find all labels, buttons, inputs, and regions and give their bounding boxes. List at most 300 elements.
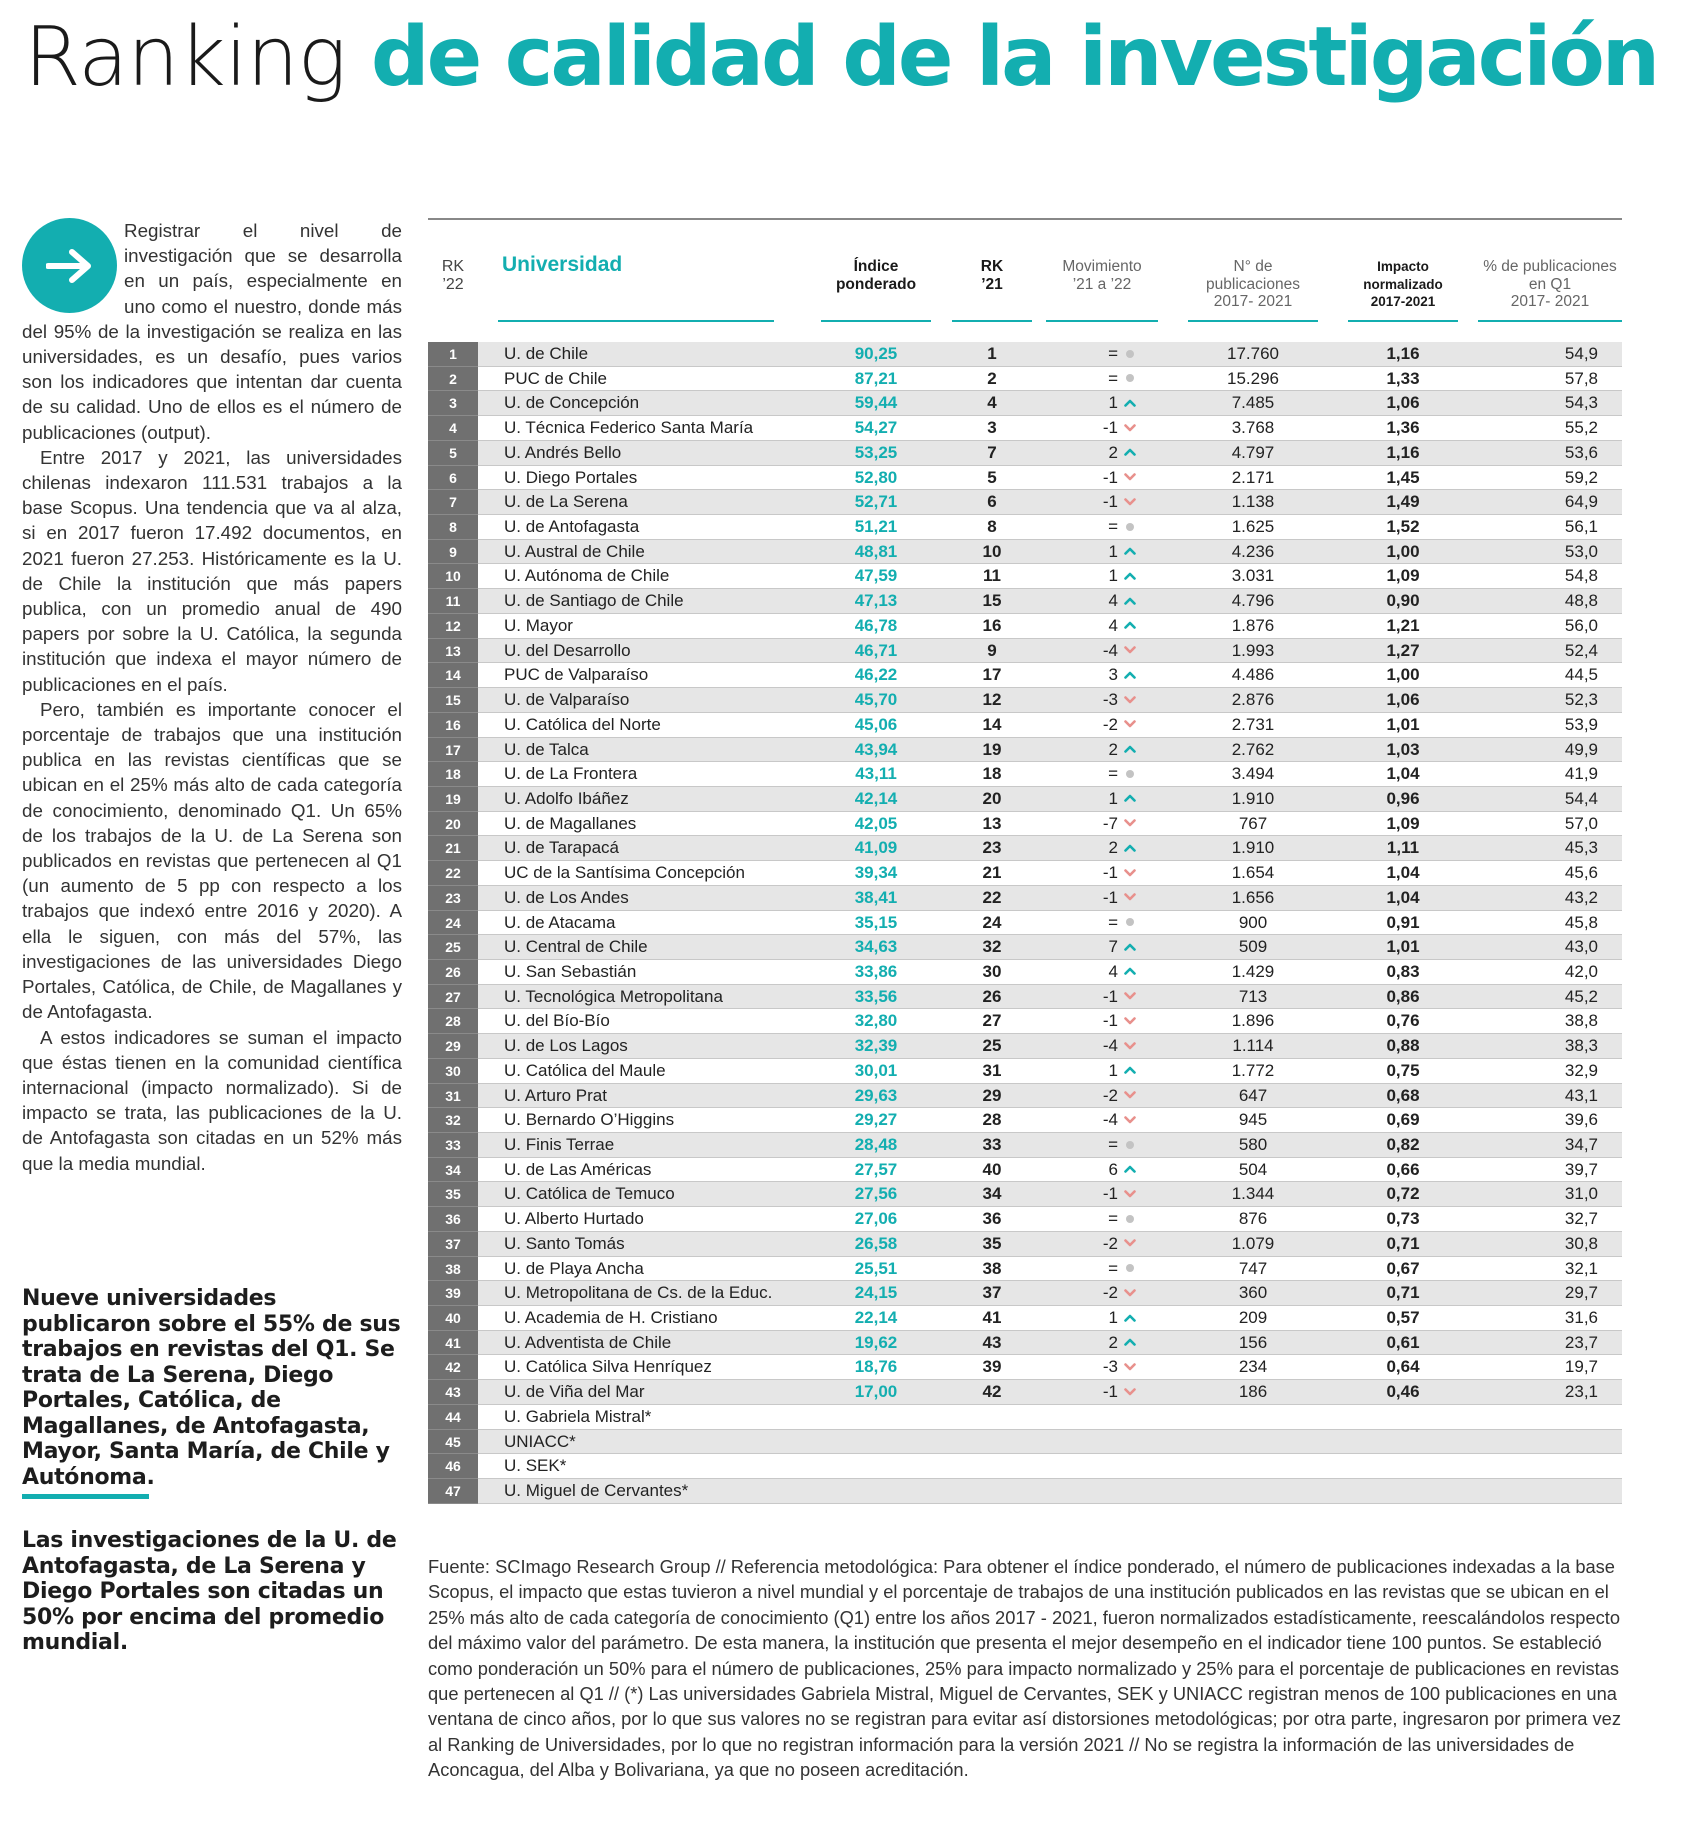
q1-percent: 31,0 [1564, 1184, 1598, 1204]
header-q1-line: % de publicaciones [1483, 258, 1617, 275]
rank-2021: 8 [987, 517, 997, 537]
rank-2021: 27 [982, 1011, 1002, 1031]
university-name: UC de la Santísima Concepción [504, 863, 745, 883]
rank-cell: 19 [428, 787, 478, 812]
table-row [428, 688, 1622, 713]
movement-value: -1 [1102, 887, 1118, 907]
movement-value: -3 [1102, 1357, 1118, 1377]
chevron-down-icon [1120, 1355, 1140, 1380]
chevron-up-icon [1120, 1331, 1140, 1356]
university-name: U. Gabriela Mistral* [504, 1406, 652, 1426]
publications-count: 900 [1238, 912, 1268, 932]
movement-value: 6 [1108, 1159, 1118, 1179]
movement-value: 4 [1108, 591, 1118, 611]
movement-value: 2 [1108, 739, 1118, 759]
intro-paragraph: Entre 2017 y 2021, las universidades chilenas indexaron 111.531 trabajos a la base Scopus. Una tendencia que va al alza, si en 2017 fueron 17.492 documentos, en 2021 fueron 27.253. Históricamente es la U. de Chile la institución que más papers publica, con un promedio anual de 490 papers por sobre la U. Católica, la segunda institución que indexa el mayor número de publicaciones en el país. [22, 446, 402, 695]
chevron-down-icon [1120, 861, 1140, 886]
university-name: U. de Antofagasta [504, 517, 640, 537]
movement-value: -2 [1102, 1233, 1118, 1253]
q1-percent: 41,9 [1564, 764, 1598, 784]
movement-value: = [1108, 368, 1118, 388]
header-mov-line: ’21 a ’22 [1072, 275, 1132, 293]
table-row [428, 960, 1622, 985]
movement-value: = [1108, 764, 1118, 784]
chevron-up-icon [1120, 663, 1140, 688]
movement-value: 1 [1108, 788, 1118, 808]
header-impact-line: normalizado [1363, 276, 1443, 292]
q1-percent: 56,0 [1564, 615, 1598, 635]
callout-impact: Las investigaciones de la U. de Antofagasta, de La Serena y Diego Portales son citadas un 50% por encima del promedio mundial. [22, 1528, 397, 1655]
rank-cell: 15 [428, 688, 478, 713]
table-body [428, 342, 1622, 1504]
table-row [428, 1158, 1622, 1183]
index-value: 53,25 [854, 442, 898, 462]
header-impact-line: 2017-2021 [1370, 294, 1436, 309]
movement-value: 2 [1108, 1332, 1118, 1352]
index-value: 47,59 [854, 566, 898, 586]
publications-count: 876 [1238, 1209, 1268, 1229]
publications-count: 1.429 [1231, 961, 1275, 981]
rank-2021: 41 [982, 1308, 1002, 1328]
movement-value: 1 [1108, 393, 1118, 413]
chevron-up-icon [1120, 787, 1140, 812]
impact-value: 1,06 [1386, 393, 1420, 413]
rank-cell: 43 [428, 1380, 478, 1405]
publications-count: 4.236 [1231, 541, 1275, 561]
rank-cell: 24 [428, 911, 478, 936]
university-name: U. Metropolitana de Cs. de la Educ. [504, 1283, 773, 1303]
rank-cell: 45 [428, 1430, 478, 1455]
table-row [428, 1479, 1622, 1504]
header-underline [1046, 320, 1158, 322]
university-name: U. Tecnológica Metropolitana [504, 986, 723, 1006]
publications-count: 2.762 [1231, 739, 1275, 759]
impact-value: 1,00 [1386, 665, 1420, 685]
table-row [428, 589, 1622, 614]
chevron-down-icon [1120, 1034, 1140, 1059]
rank-cell: 2 [428, 367, 478, 392]
chevron-up-icon [1120, 589, 1140, 614]
rank-cell: 37 [428, 1232, 478, 1257]
movement-value: -1 [1102, 1382, 1118, 1402]
rank-2021: 32 [982, 937, 1002, 957]
q1-percent: 53,9 [1564, 714, 1598, 734]
movement-value: -4 [1102, 1036, 1118, 1056]
rank-cell: 6 [428, 466, 478, 491]
chevron-up-icon [1120, 441, 1140, 466]
header-q1-line: en Q1 [1528, 275, 1572, 293]
impact-value: 0,86 [1386, 986, 1420, 1006]
title-part2: de calidad de la investigación [370, 10, 1658, 105]
impact-value: 0,82 [1386, 1135, 1420, 1154]
publications-count: 209 [1238, 1308, 1268, 1328]
impact-value: 0,83 [1386, 961, 1420, 981]
index-value: 25,51 [854, 1258, 898, 1278]
chevron-up-icon [1120, 1158, 1140, 1183]
q1-percent: 43,0 [1564, 937, 1598, 957]
chevron-down-icon [1120, 639, 1140, 664]
rank-2021: 17 [982, 665, 1002, 685]
rank-2021: 21 [982, 863, 1002, 883]
publications-count: 1.138 [1231, 492, 1275, 512]
rank-2021: 4 [987, 393, 997, 413]
table-row [428, 490, 1622, 515]
publications-count: 1.079 [1231, 1233, 1275, 1253]
publications-count: 1.772 [1231, 1060, 1275, 1080]
rank-2021: 9 [987, 640, 997, 660]
q1-percent: 48,8 [1564, 591, 1598, 611]
impact-value: 0,64 [1386, 1357, 1420, 1377]
impact-value: 1,03 [1386, 739, 1420, 759]
header-indice [821, 258, 931, 293]
rank-cell: 42 [428, 1355, 478, 1380]
table-row [428, 614, 1622, 639]
index-value: 19,62 [854, 1332, 898, 1352]
q1-percent: 23,7 [1564, 1332, 1598, 1352]
impact-value: 1,09 [1386, 813, 1420, 833]
table-row [428, 466, 1622, 491]
table-row [428, 935, 1622, 960]
university-name: U. Autónoma de Chile [504, 566, 670, 586]
chevron-down-icon [1120, 688, 1140, 713]
rank-2021: 34 [982, 1184, 1002, 1204]
university-name: U. de Tarapacá [504, 838, 619, 858]
university-name: U. Academia de H. Cristiano [504, 1308, 718, 1328]
impact-value: 1,52 [1386, 517, 1420, 537]
movement-value: -2 [1102, 1283, 1118, 1303]
university-name: U. San Sebastián [504, 961, 637, 981]
header-rk21-line: ’21 [981, 275, 1003, 293]
q1-percent: 45,6 [1564, 863, 1598, 883]
impact-value: 1,01 [1386, 937, 1420, 957]
rank-cell: 7 [428, 490, 478, 515]
no-change-dot-icon [1120, 1257, 1140, 1282]
impact-value: 1,04 [1386, 764, 1420, 784]
rank-2021: 7 [987, 442, 997, 462]
q1-percent: 43,2 [1564, 887, 1598, 907]
publications-count: 509 [1238, 937, 1268, 957]
movement-value: -1 [1102, 467, 1118, 487]
chevron-down-icon [1120, 466, 1140, 491]
university-name: U. de Playa Ancha [504, 1258, 644, 1278]
index-value: 38,41 [854, 887, 898, 907]
header-pubs-line: 2017- 2021 [1213, 293, 1293, 310]
header-underline [1188, 320, 1318, 322]
chevron-down-icon [1120, 713, 1140, 738]
table-row [428, 342, 1622, 367]
table-row [428, 1207, 1622, 1232]
table-row [428, 787, 1622, 812]
rank-2021: 5 [987, 467, 997, 487]
chevron-up-icon [1120, 935, 1140, 960]
movement-value: = [1108, 517, 1118, 537]
arrow-right-icon [22, 218, 117, 313]
chevron-down-icon [1120, 416, 1140, 441]
table-row [428, 639, 1622, 664]
rank-2021: 12 [982, 690, 1002, 710]
publications-count: 186 [1238, 1382, 1268, 1402]
impact-value: 1,04 [1386, 863, 1420, 883]
movement-value: -4 [1102, 640, 1118, 660]
table-row [428, 1430, 1622, 1455]
intro-text [22, 218, 402, 1176]
q1-percent: 45,8 [1564, 912, 1598, 932]
chevron-down-icon [1120, 812, 1140, 837]
university-name: U. Santo Tomás [504, 1233, 625, 1253]
movement-value: 1 [1108, 1060, 1118, 1080]
publications-count: 1.114 [1232, 1036, 1274, 1056]
table-row [428, 738, 1622, 763]
publications-count: 234 [1238, 1357, 1268, 1377]
table-row [428, 1232, 1622, 1257]
q1-percent: 38,8 [1564, 1011, 1598, 1031]
table-row [428, 1108, 1622, 1133]
movement-value: 2 [1108, 442, 1118, 462]
index-value: 43,94 [854, 739, 898, 759]
rank-2021: 22 [982, 887, 1002, 907]
rank-cell: 36 [428, 1207, 478, 1232]
q1-percent: 32,1 [1564, 1258, 1598, 1278]
rank-2021: 2 [987, 368, 997, 388]
movement-value: 1 [1108, 566, 1118, 586]
table-row [428, 1182, 1622, 1207]
rank-cell: 21 [428, 836, 478, 861]
university-name: PUC de Chile [504, 368, 607, 388]
publications-count: 1.654 [1231, 863, 1275, 883]
header-publicaciones [1188, 258, 1318, 311]
university-name: U. Católica Silva Henríquez [504, 1357, 712, 1377]
q1-percent: 52,4 [1564, 640, 1598, 660]
rank-cell: 39 [428, 1281, 478, 1306]
table-row [428, 911, 1622, 936]
publications-count: 17.760 [1227, 344, 1279, 363]
rank-cell: 34 [428, 1158, 478, 1183]
table-row [428, 713, 1622, 738]
movement-value: -1 [1102, 492, 1118, 512]
index-value: 33,56 [854, 986, 898, 1006]
table-row [428, 812, 1622, 837]
impact-value: 1,27 [1386, 640, 1420, 660]
impact-value: 0,57 [1386, 1308, 1420, 1328]
chevron-up-icon [1120, 540, 1140, 565]
index-value: 52,71 [854, 492, 898, 512]
rank-cell: 16 [428, 713, 478, 738]
publications-count: 3.494 [1231, 764, 1275, 784]
header-underline [821, 320, 931, 322]
chevron-up-icon [1120, 614, 1140, 639]
index-value: 27,06 [854, 1209, 898, 1229]
publications-count: 767 [1238, 813, 1268, 833]
impact-value: 1,21 [1386, 615, 1420, 635]
movement-value: -4 [1102, 1110, 1118, 1130]
university-name: U. Alberto Hurtado [504, 1209, 644, 1229]
publications-count: 1.344 [1231, 1184, 1275, 1204]
impact-value: 0,67 [1386, 1258, 1420, 1278]
table-row [428, 1009, 1622, 1034]
table-row [428, 1355, 1622, 1380]
index-value: 33,86 [854, 961, 898, 981]
index-value: 42,05 [854, 813, 898, 833]
rank-cell: 10 [428, 564, 478, 589]
rank-2021: 13 [982, 813, 1002, 833]
movement-value: -1 [1102, 986, 1118, 1006]
impact-value: 0,46 [1386, 1382, 1420, 1402]
table-row [428, 391, 1622, 416]
index-value: 39,34 [854, 863, 898, 883]
chevron-down-icon [1120, 1108, 1140, 1133]
movement-value: -3 [1102, 690, 1118, 710]
university-name: U. de Atacama [504, 912, 616, 932]
q1-percent: 42,0 [1564, 961, 1598, 981]
q1-percent: 56,1 [1564, 517, 1598, 537]
index-value: 45,70 [854, 690, 898, 710]
chevron-up-icon [1120, 960, 1140, 985]
movement-value: -1 [1102, 863, 1118, 883]
q1-percent: 43,1 [1564, 1085, 1598, 1105]
publications-count: 4.797 [1231, 442, 1275, 462]
movement-value: -2 [1102, 714, 1118, 734]
intro-column [22, 218, 402, 1176]
rank-cell: 44 [428, 1405, 478, 1430]
q1-percent: 34,7 [1564, 1135, 1598, 1154]
table-row [428, 1257, 1622, 1282]
chevron-up-icon [1120, 564, 1140, 589]
university-name: U. de Valparaíso [504, 690, 630, 710]
rank-cell: 46 [428, 1454, 478, 1479]
rank-2021: 6 [987, 492, 997, 512]
university-name: U. de Las Américas [504, 1159, 652, 1179]
rank-2021: 16 [982, 615, 1002, 635]
q1-percent: 53,6 [1564, 442, 1598, 462]
q1-percent: 45,2 [1564, 986, 1598, 1006]
publications-count: 747 [1238, 1258, 1268, 1278]
q1-percent: 57,8 [1564, 368, 1598, 388]
header-underline [1348, 320, 1458, 322]
index-value: 46,71 [854, 640, 898, 660]
movement-value: 2 [1108, 838, 1118, 858]
movement-value: 7 [1108, 937, 1118, 957]
table-row [428, 1084, 1622, 1109]
chevron-down-icon [1120, 1232, 1140, 1257]
rank-cell: 4 [428, 416, 478, 441]
index-value: 42,14 [854, 788, 898, 808]
rank-2021: 43 [982, 1332, 1002, 1352]
table-row [428, 564, 1622, 589]
index-value: 28,48 [854, 1135, 898, 1154]
university-name: PUC de Valparaíso [504, 665, 649, 685]
impact-value: 0,71 [1386, 1233, 1420, 1253]
movement-value: -1 [1102, 418, 1118, 438]
rank-2021: 19 [982, 739, 1002, 759]
header-pubs-line: N° de [1233, 258, 1273, 275]
index-value: 87,21 [854, 368, 898, 388]
rank-cell: 35 [428, 1182, 478, 1207]
q1-percent: 32,9 [1564, 1060, 1598, 1080]
impact-value: 0,75 [1386, 1060, 1420, 1080]
impact-value: 0,72 [1386, 1184, 1420, 1204]
chevron-up-icon [1120, 391, 1140, 416]
intro-paragraph: Pero, también es importante conocer el porcentaje de trabajos que una institución publica en las revistas científicas que se ubican en el 25% más alto de cada categoría de conocimiento, denominado Q1. Un 65% de los trabajos de la U. de La Serena son publicados en revistas que pertenecen al Q1 (un aumento de 5 pp con respecto a los trabajos que indexó entre 2016 y 2020). A ella le siguen, con más del 57%, las investigaciones de las universidades Diego Portales, Católica, de Chile, de Magallanes y de Antofagasta. [22, 698, 402, 1023]
index-value: 29,63 [854, 1085, 898, 1105]
row-separator [478, 1503, 1622, 1504]
q1-percent: 59,2 [1564, 467, 1598, 487]
university-name: U. de Concepción [504, 393, 640, 413]
index-value: 17,00 [854, 1382, 898, 1402]
rank-cell: 29 [428, 1034, 478, 1059]
rank-cell: 20 [428, 812, 478, 837]
q1-percent: 45,3 [1564, 838, 1598, 858]
movement-value: = [1108, 1135, 1118, 1154]
publications-count: 1.625 [1231, 517, 1275, 537]
rank-cell: 25 [428, 935, 478, 960]
university-name: U. Austral de Chile [504, 541, 645, 561]
rank-cell: 14 [428, 663, 478, 688]
publications-count: 3.031 [1231, 566, 1275, 586]
rank-2021: 18 [982, 764, 1002, 784]
rank-2021: 14 [982, 714, 1002, 734]
table-row [428, 1331, 1622, 1356]
publications-count: 2.731 [1231, 714, 1275, 734]
index-value: 32,39 [854, 1036, 898, 1056]
header-indice-line: ponderado [835, 275, 917, 293]
movement-value: 1 [1108, 541, 1118, 561]
index-value: 24,15 [854, 1283, 898, 1303]
university-name: U. SEK* [504, 1456, 567, 1476]
university-name: U. Finis Terrae [504, 1135, 615, 1154]
movement-value: -7 [1102, 813, 1118, 833]
rank-2021: 35 [982, 1233, 1002, 1253]
impact-value: 0,96 [1386, 788, 1420, 808]
rank-2021: 39 [982, 1357, 1002, 1377]
callout-q1: Nueve universidades publicaron sobre el 55% de sus trabajos en revistas del Q1. Se trata de La Serena, Diego Portales, Católica, de Magallanes, de Antofagasta, Mayor, Santa María, de Chile y Autónoma. [22, 1286, 401, 1490]
impact-value: 0,73 [1386, 1209, 1420, 1229]
impact-value: 0,91 [1386, 912, 1420, 932]
table-row [428, 1405, 1622, 1430]
impact-value: 1,00 [1386, 541, 1420, 561]
no-change-dot-icon [1120, 367, 1140, 392]
table-row [428, 1133, 1622, 1158]
publications-count: 3.768 [1231, 418, 1275, 438]
no-change-dot-icon [1120, 1207, 1140, 1232]
publications-count: 360 [1238, 1283, 1268, 1303]
publications-count: 2.876 [1231, 690, 1275, 710]
q1-percent: 19,7 [1564, 1357, 1598, 1377]
q1-percent: 29,7 [1564, 1283, 1598, 1303]
impact-value: 1,06 [1386, 690, 1420, 710]
table-row [428, 1034, 1622, 1059]
rank-cell: 1 [428, 342, 478, 367]
rank-2021: 38 [982, 1258, 1002, 1278]
university-name: U. Adolfo Ibáñez [504, 788, 629, 808]
header-pubs-line: publicaciones [1206, 275, 1300, 293]
index-value: 34,63 [854, 937, 898, 957]
rank-cell: 28 [428, 1009, 478, 1034]
university-name: U. de La Frontera [504, 764, 638, 784]
table-row [428, 367, 1622, 392]
chevron-down-icon [1120, 1281, 1140, 1306]
movement-value: -2 [1102, 1085, 1118, 1105]
rank-cell: 5 [428, 441, 478, 466]
q1-percent: 55,2 [1564, 418, 1598, 438]
rank-2021: 33 [982, 1135, 1002, 1154]
rank-cell: 33 [428, 1133, 478, 1158]
rank-2021: 36 [982, 1209, 1002, 1229]
rank-cell: 23 [428, 886, 478, 911]
header-underline [498, 320, 774, 322]
university-name: U. Arturo Prat [504, 1085, 607, 1105]
rank-2021: 23 [982, 838, 1002, 858]
chevron-down-icon [1120, 1380, 1140, 1405]
